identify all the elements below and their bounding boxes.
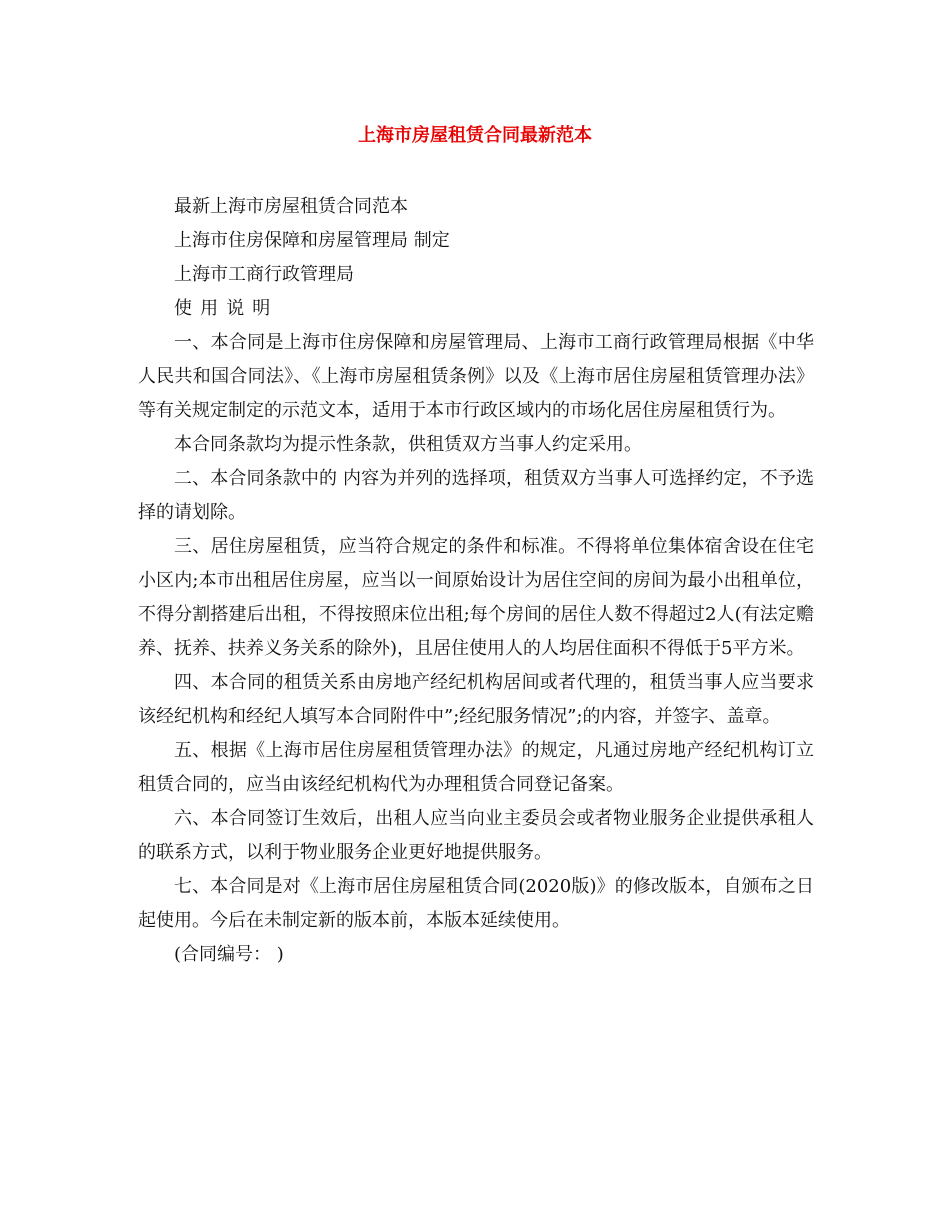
paragraph-instructions-heading: 使用说明 [174, 298, 279, 319]
paragraph-item-1-note: 本合同条款均为提示性条款，供租赁双方当事人约定采用。 [174, 434, 642, 455]
paragraph-item-5: 五、根据《上海市居住房屋租赁管理办法》的规定，凡通过房地产经纪机构订立租赁合同的，应当由该经纪机构代为办理租赁合同登记备案。 [138, 740, 814, 795]
paragraph-subtitle: 最新上海市房屋租赁合同范本 [174, 196, 408, 217]
paragraph-item-4: 四、本合同的租赁关系由房地产经纪机构居间或者代理的，租赁当事人应当要求该经纪机构和经纪人填写本合同附件中”;经纪服务情况”;的内容，并签字、盖章。 [138, 672, 814, 727]
document-body [138, 190, 814, 972]
paragraph-item-7: 七、本合同是对《上海市居住房屋租赁合同(2020版)》的修改版本，自颁布之日起使用。今后在未制定新的版本前，本版本延续使用。 [138, 876, 814, 931]
paragraph-issuer-commerce-bureau: 上海市工商行政管理局 [174, 264, 354, 285]
paragraph-item-2: 二、本合同条款中的 内容为并列的选择项，租赁双方当事人可选择约定，不予选择的请划除。 [138, 468, 814, 523]
paragraph-item-6: 六、本合同签订生效后，出租人应当向业主委员会或者物业服务企业提供承租人的联系方式，以利于物业服务企业更好地提供服务。 [138, 808, 814, 863]
paragraph-item-3: 三、居住房屋租赁，应当符合规定的条件和标准。不得将单位集体宿舍设在住宅小区内;本市出租居住房屋，应当以一间原始设计为居住空间的房间为最小出租单位，不得分割搭建后出租，不得按照床位出租;每个房间的居住人数不得超过2人(有法定赡养、抚养、扶养义务关系的除外)，且居住使用人的人均居住面积不得低于5平方米。 [138, 536, 814, 659]
paragraph-issuer-housing-bureau: 上海市住房保障和房屋管理局 制定 [174, 230, 450, 251]
document-title: 上海市房屋租赁合同最新范本 [358, 125, 592, 146]
paragraph-contract-number: (合同编号： ) [174, 944, 284, 965]
paragraph-item-1: 一、本合同是上海市住房保障和房屋管理局、上海市工商行政管理局根据《中华人民共和国合同法》、《上海市房屋租赁条例》以及《上海市居住房屋租赁管理办法》等有关规定制定的示范文本，适用于本市行政区域内的市场化居住房屋租赁行为。 [138, 332, 814, 421]
